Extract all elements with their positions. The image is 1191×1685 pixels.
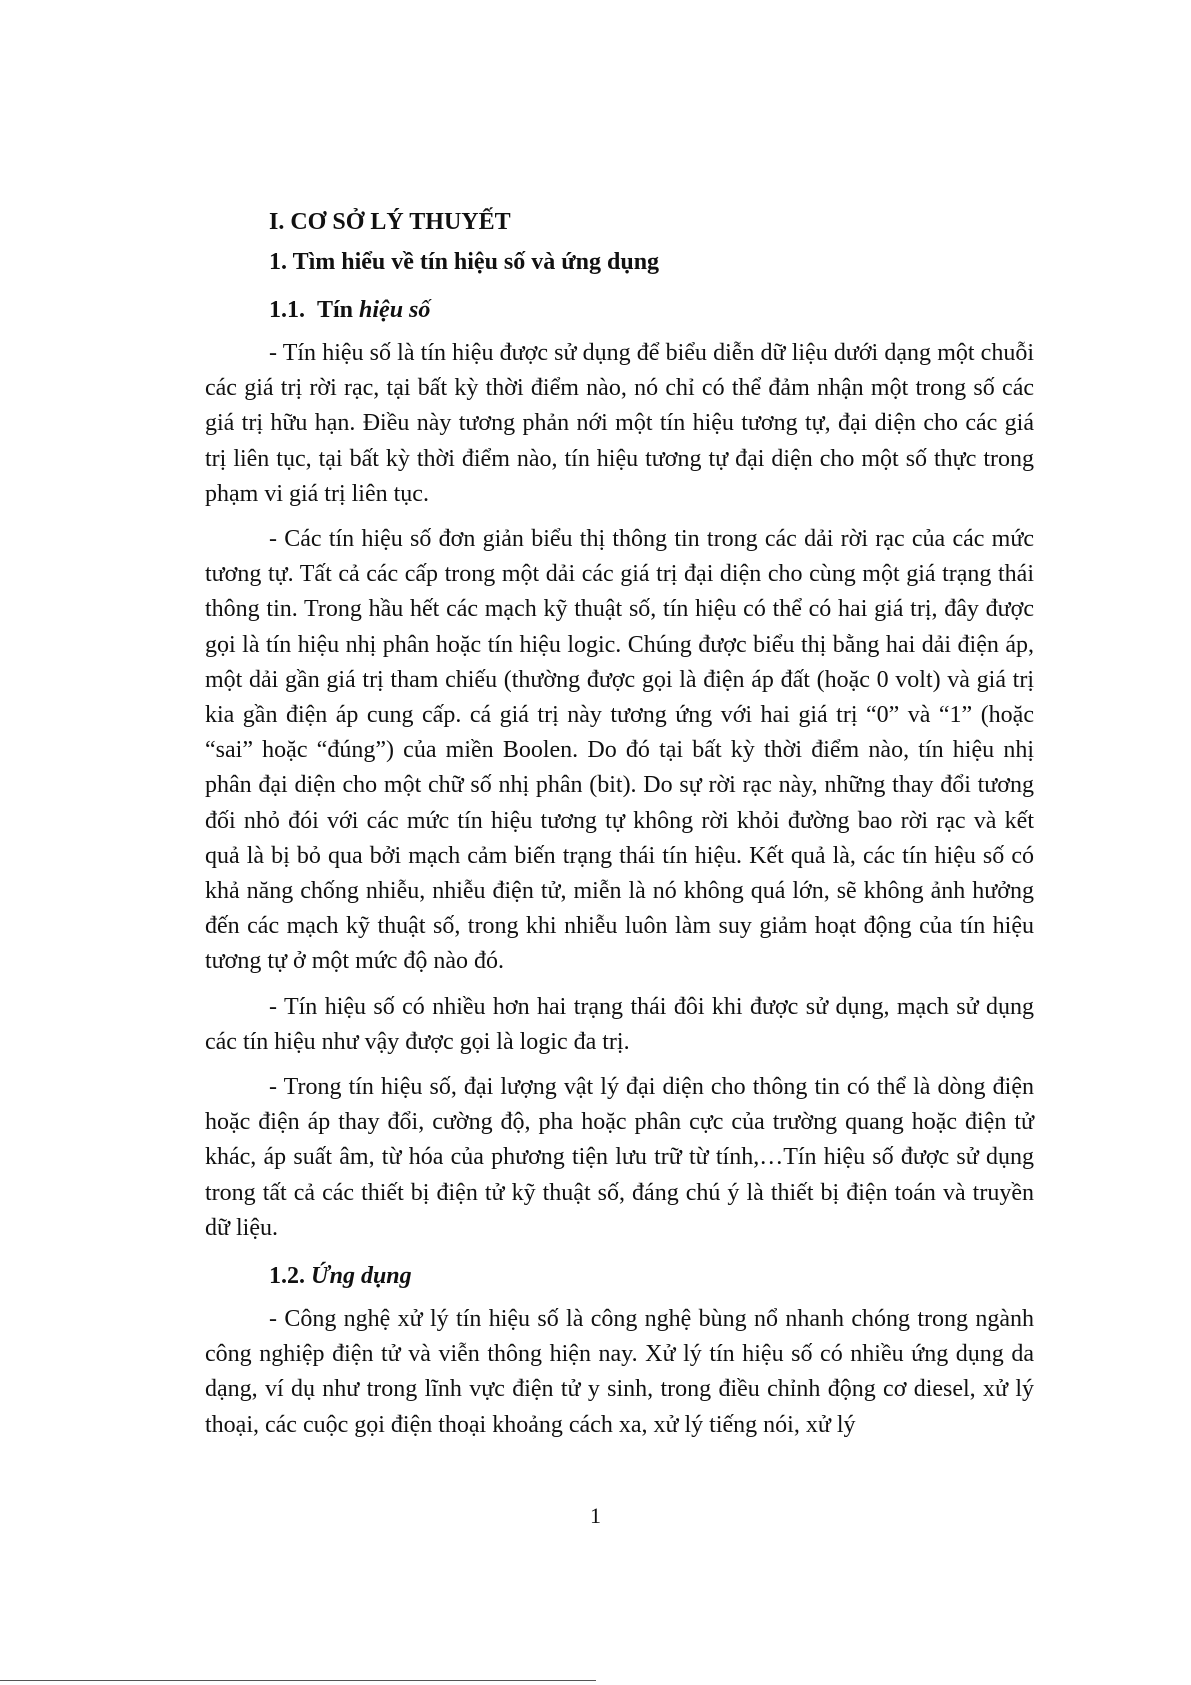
heading-number: 1.1.: [269, 297, 305, 323]
footer-divider: [0, 1680, 596, 1681]
paragraph: - Các tín hiệu số đơn giản biểu thị thông tin trong các dải rời rạc của các mức tương tự. Tất cả các cấp trong một dải các giá trị đại diện cho cùng một giá trạng thái thông tin. Trong hầu hết các mạch kỹ thuật số, tín hiệu có thể có hai giá trị, đây được gọi là tín hiệu nhị phân hoặc tín hiệu logic. Chúng được biểu thị bằng hai dải điện áp, một dải gần giá trị tham chiếu (thường được gọi là điện áp đất (hoặc 0 volt) và giá trị kia gần điện áp cung cấp. cá giá trị này tương ứng với hai giá trị “0” và “1” (hoặc “sai” hoặc “đúng”) của miền Boolen. Do đó tại bất kỳ thời điểm nào, tín hiệu nhị phân đại diện cho một chữ số nhị phân (bit). Do sự rời rạc này, những thay đổi tương đối nhỏ đói với các mức tín hiệu tương tự không rời khỏi đường bao rời rạc và kết quả là bị bỏ qua bởi mạch cảm biến trạng thái tín hiệu. Kết quả là, các tín hiệu số có khả năng chống nhiễu, nhiễu điện tử, miễn là nó không quá lớn, sẽ không ảnh hưởng đến các mạch kỹ thuật số, trong khi nhiễu luôn làm suy giảm hoạt động của tín hiệu tương tự ở một mức độ nào đó.: [205, 526, 1034, 975]
heading-italic: Ứng dụng: [311, 1263, 412, 1290]
page-number: 1: [590, 1503, 601, 1528]
section-heading: I. CƠ SỞ LÝ THUYẾT: [269, 209, 511, 235]
page-content: [205, 202, 1034, 1453]
subsection-heading-1-1: [269, 290, 1034, 330]
paragraph: - Trong tín hiệu số, đại lượng vật lý đại diện cho thông tin có thể là dòng điện hoặc điện áp thay đổi, cường độ, pha hoặc phân cực của trường quang hoặc điện tử khác, áp suất âm, từ hóa của phương tiện lưu trữ từ tính,…Tín hiệu số được sử dụng trong tất cả các thiết bị điện tử kỹ thuật số, đáng chú ý là thiết bị điện toán và truyền dữ liệu.: [205, 1074, 1034, 1241]
subsection-heading: 1. Tìm hiểu về tín hiệu số và ứng dụng: [269, 249, 660, 275]
heading-word: Tín: [317, 297, 354, 323]
heading-italic: hiệu số: [359, 297, 431, 323]
paragraph: - Công nghệ xử lý tín hiệu số là công nghệ bùng nổ nhanh chóng trong ngành công nghiệp điện tử và viễn thông hiện nay. Xử lý tín hiệu số có nhiều ứng dụng da dạng, ví dụ như trong lĩnh vực điện tử y sinh, trong điều chỉnh động cơ diesel, xử lý thoại, các cuộc gọi điện thoại khoảng cách xa, xử lý tiếng nói, xử lý: [205, 1306, 1034, 1438]
paragraph: - Tín hiệu số là tín hiệu được sử dụng để biểu diễn dữ liệu dưới dạng một chuỗi các giá trị rời rạc, tại bất kỳ thời điểm nào, nó chỉ có thể đảm nhận một trong số các giá trị hữu hạn. Điều này tương phản nới một tín hiệu tương tự, đại diện cho các giá trị liên tục, tại bất kỳ thời điểm nào, tín hiệu tương tự đại diện cho một số thực trong phạm vi giá trị liên tục.: [205, 340, 1034, 507]
subsection-heading-1-2: [269, 1256, 1034, 1296]
heading-number: 1.2.: [269, 1263, 305, 1290]
paragraph: - Tín hiệu số có nhiều hơn hai trạng thái đôi khi được sử dụng, mạch sử dụng các tín hiệu như vậy được gọi là logic đa trị.: [205, 993, 1034, 1055]
